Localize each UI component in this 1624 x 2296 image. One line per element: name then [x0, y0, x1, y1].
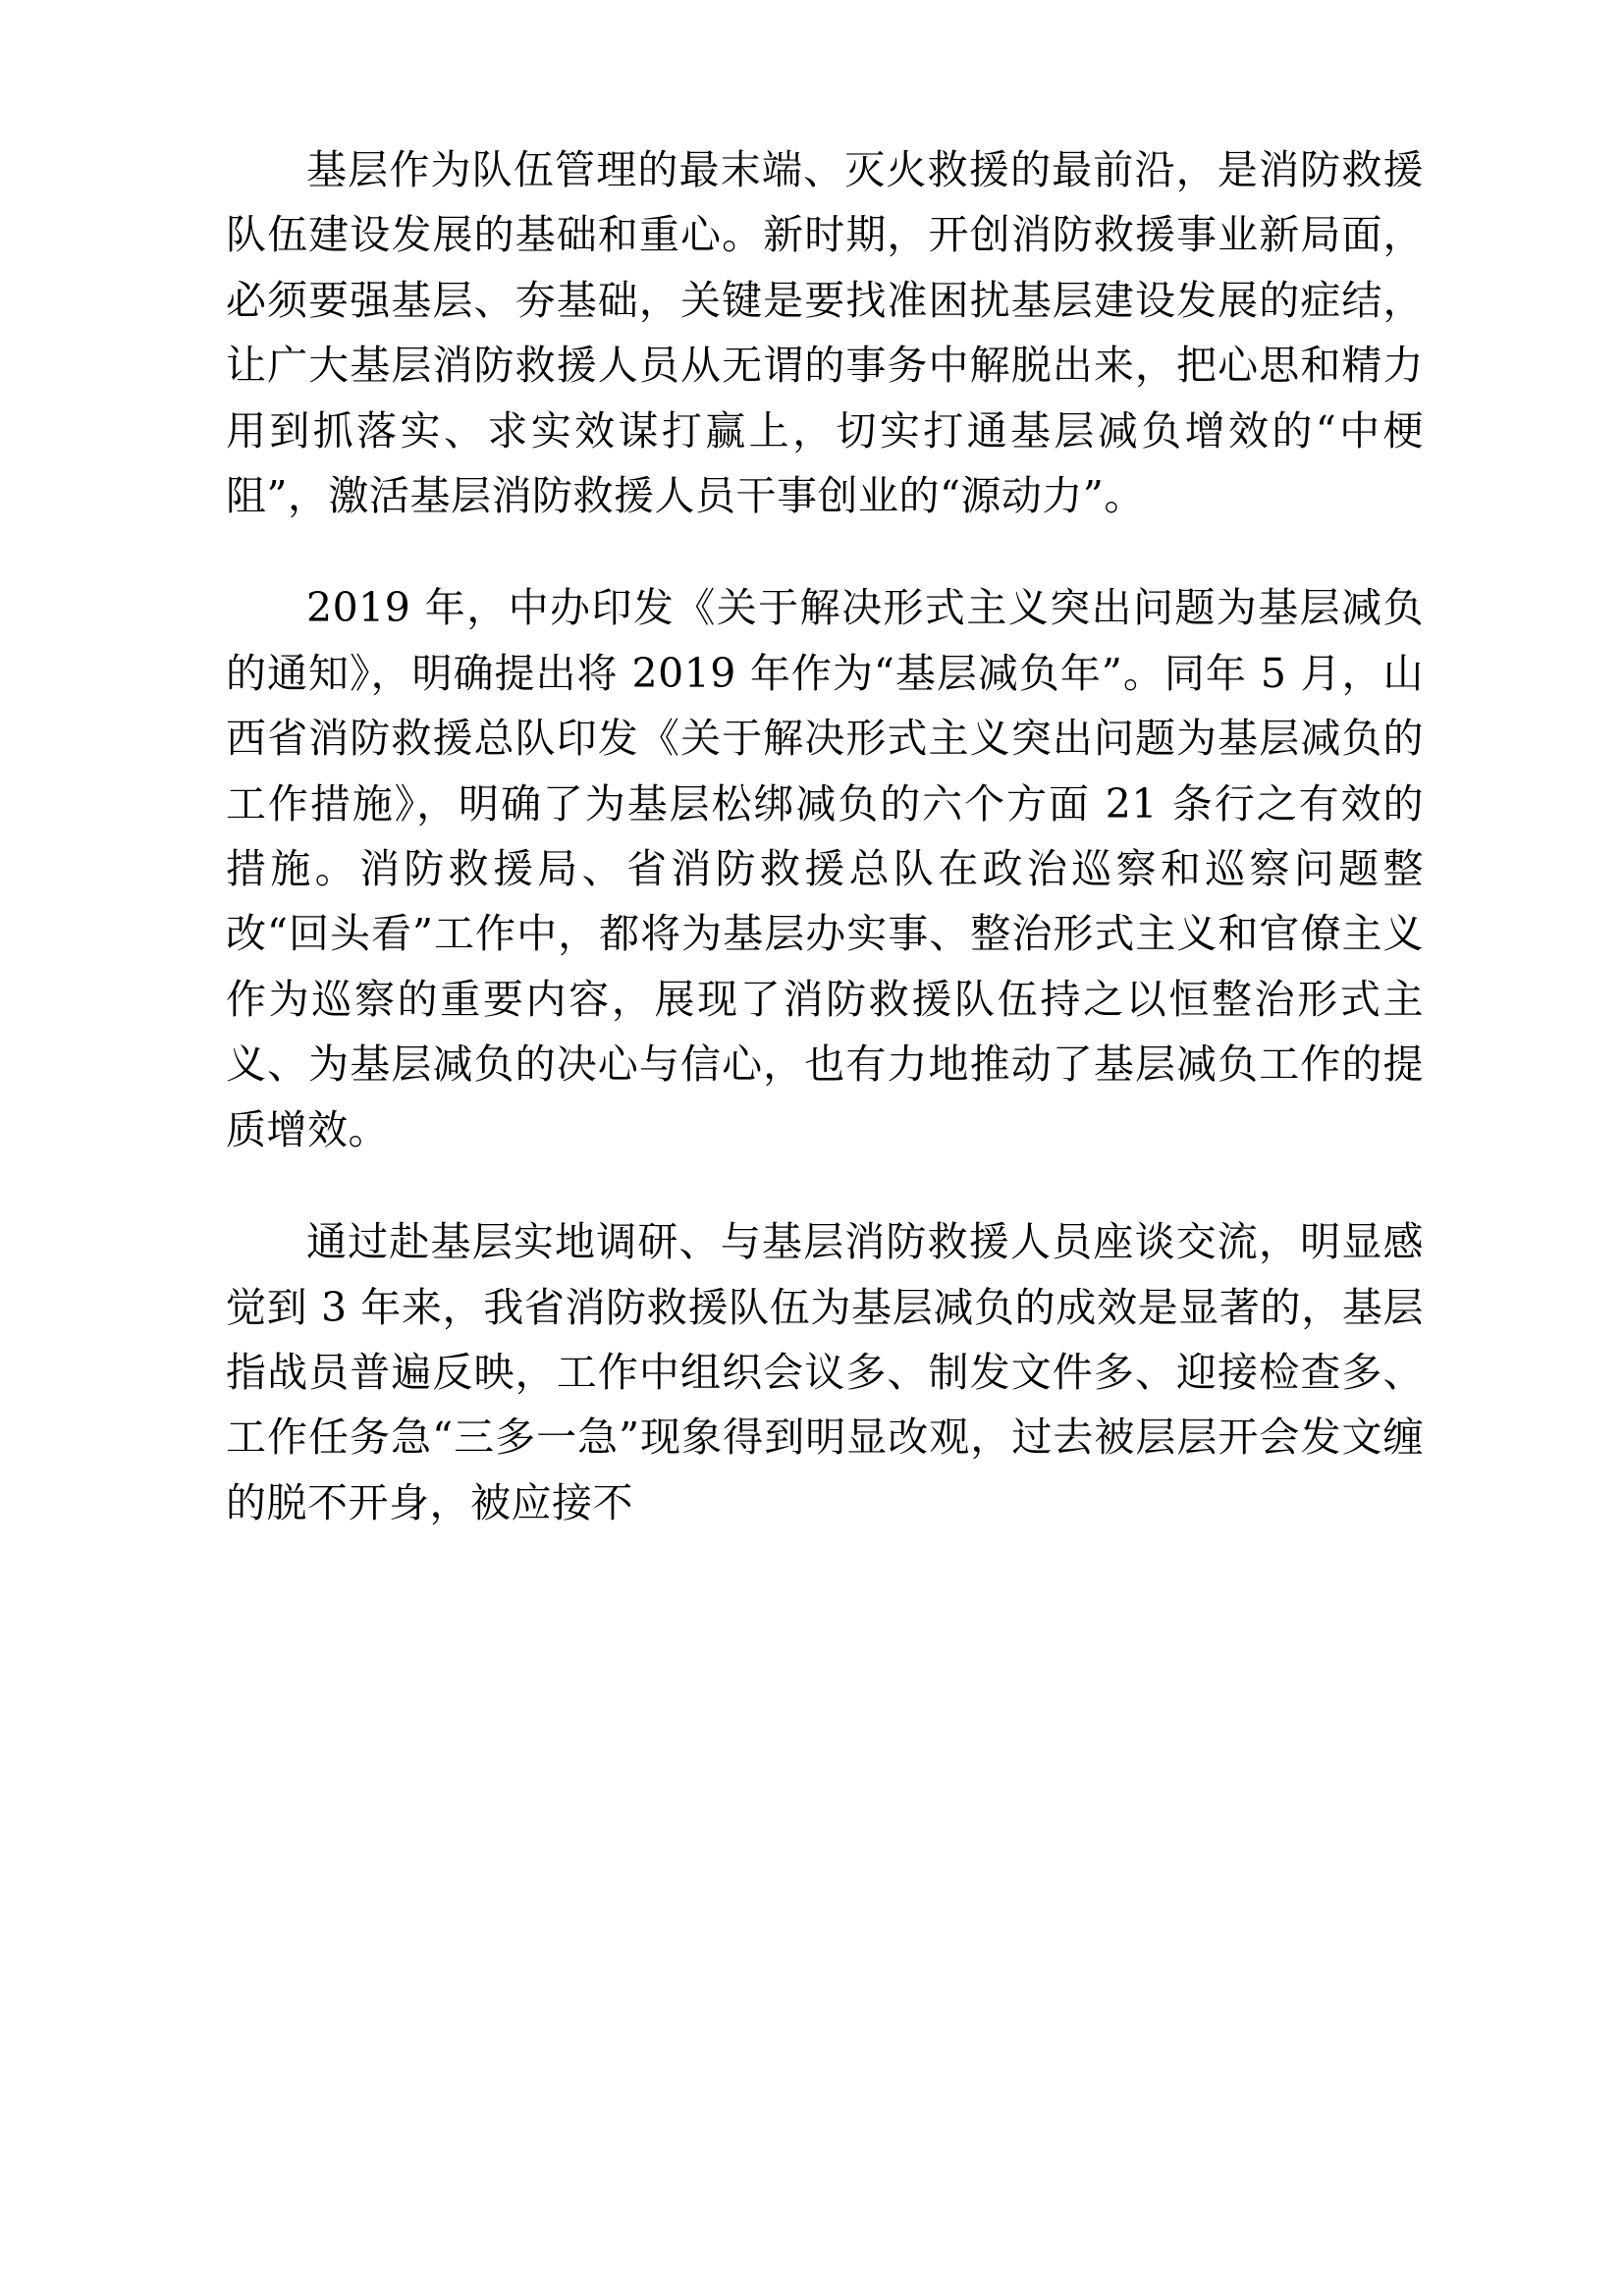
- paragraph: 通过赴基层实地调研、与基层消防救援人员座谈交流，明显感觉到 3 年来，我省消防救援队伍为基层减负的成效是显著的，基层指战员普遍反映，工作中组织会议多、制发文件多、迎接检查多、工作任务急“三多一急”现象得到明显改观，过去被层层开会发文缠的脱不开身，被应接不: [226, 1218, 1424, 1526]
- document-body: [226, 137, 1424, 1535]
- paragraph: 2019 年，中办印发《关于解决形式主义突出问题为基层减负的通知》，明确提出将 2019 年作为“基层减负年”。同年 5 月，山西省消防救援总队印发《关于解决形式主义突出问题为基层减负的工作措施》，明确了为基层松绑减负的六个方面 21 条行之有效的措施。消防救援局、省消防救援总队在政治巡察和巡察问题整改“回头看”工作中，都将为基层办实事、整治形式主义和官僚主义作为巡察的重要内容，展现了消防救援队伍持之以恒整治形式主义、为基层减负的决心与信心，也有力地推动了基层减负工作的提质增效。: [226, 584, 1424, 1153]
- paragraph: 基层作为队伍管理的最末端、灭火救援的最前沿，是消防救援队伍建设发展的基础和重心。新时期，开创消防救援事业新局面，必须要强基层、夯基础，关键是要找准困扰基层建设发展的症结，让广大基层消防救援人员从无谓的事务中解脱出来，把心思和精力用到抓落实、求实效谋打赢上，切实打通基层减负增效的“中梗阻”，激活基层消防救援人员干事创业的“源动力”。: [226, 146, 1424, 520]
